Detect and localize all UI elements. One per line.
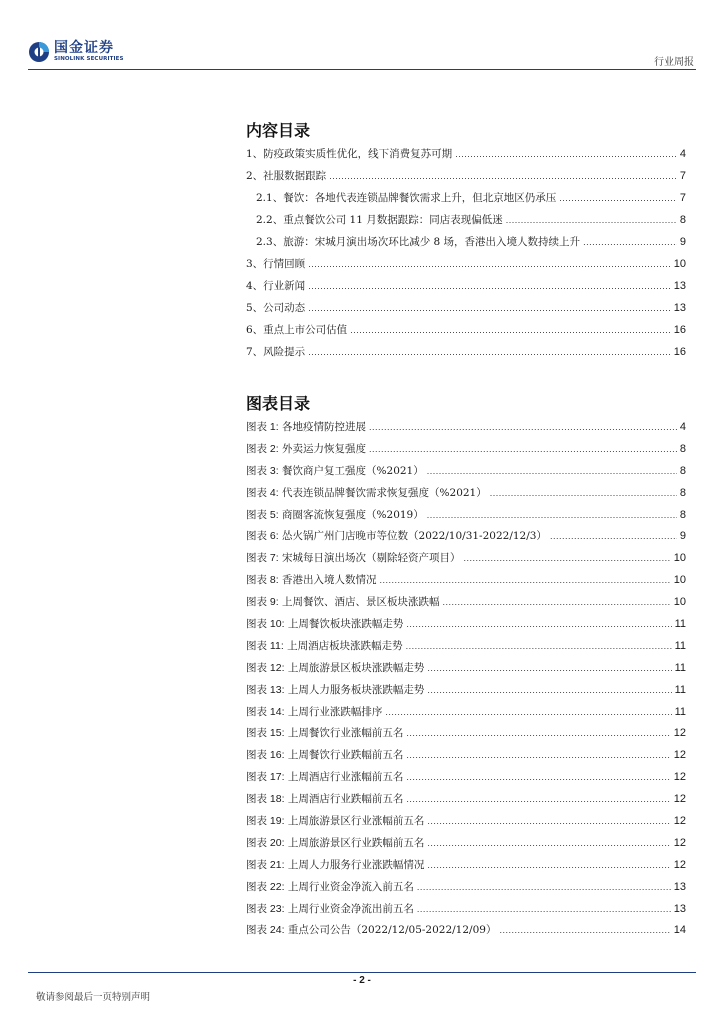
figure-number: 图表 21:: [246, 858, 285, 871]
figure-page: 12: [673, 858, 686, 871]
toc-dot-leader: [369, 444, 677, 454]
figure-label: 上周人力服务板块涨跌幅走势: [287, 683, 425, 696]
toc-subitem[interactable]: [246, 190, 686, 212]
toc-dot-leader: [406, 728, 670, 738]
figure-label: 宋城每日演出场次（剔除轻资产项目）: [282, 552, 461, 565]
toc-dot-leader: [406, 772, 670, 782]
figure-item[interactable]: [246, 682, 686, 704]
figure-item[interactable]: [246, 638, 686, 660]
figure-item[interactable]: [246, 725, 686, 747]
figures-title: 图表目录: [246, 394, 311, 413]
figure-page: 8: [679, 442, 686, 455]
figure-label: 上周餐饮板块涨跌幅走势: [287, 618, 404, 631]
toc-dot-leader: [427, 685, 671, 695]
toc-item-label: 4、行业新闻: [246, 280, 306, 292]
toc-item-page: 13: [673, 280, 686, 292]
figure-item[interactable]: [246, 835, 686, 857]
page-header: [28, 38, 696, 70]
toc-dot-leader: [308, 347, 671, 357]
toc-dot-leader: [427, 816, 670, 826]
figure-number: 图表 11:: [246, 639, 284, 652]
company-logo: [28, 38, 124, 66]
toc-dot-leader: [350, 325, 671, 335]
figure-number: 图表 3:: [246, 464, 279, 477]
figure-page: 12: [673, 771, 686, 784]
toc-dot-leader: [406, 641, 672, 651]
figure-label: 商圈客流恢复强度（%2019）: [282, 508, 424, 521]
toc-dot-leader: [559, 193, 677, 203]
toc-item[interactable]: [246, 146, 686, 168]
toc-dot-leader: [427, 466, 677, 476]
figure-page: 11: [674, 639, 686, 652]
figure-item[interactable]: [246, 813, 686, 835]
logo-english-name: SINOLINK SECURITIES: [54, 56, 124, 62]
figure-page: 8: [679, 486, 686, 499]
figure-label: 上周酒店板块涨跌幅走势: [287, 639, 403, 652]
toc-item-page: 9: [679, 236, 686, 248]
figure-number: 图表 6:: [246, 530, 279, 543]
toc-item-label: 2、社服数据跟踪: [246, 170, 327, 182]
figure-label: 怂火锅广州门店晚市等位数（2022/10/31-2022/12/3）: [282, 530, 547, 543]
toc-item-label: 1、防疫政策实质性优化，线下消费复苏可期: [246, 148, 453, 160]
toc-dot-leader: [406, 794, 670, 804]
figure-page: 11: [674, 618, 686, 631]
toc-item-label: 2.2、重点餐饮公司 11 月数据跟踪：同店表现偏低迷: [256, 214, 503, 226]
figure-number: 图表 10:: [246, 618, 285, 631]
toc-item[interactable]: [246, 256, 686, 278]
toc-item[interactable]: [246, 278, 686, 300]
figure-label: 上周旅游景区行业涨幅前五名: [287, 815, 425, 828]
figure-label: 上周餐饮、酒店、景区板块涨跌幅: [282, 596, 440, 609]
toc-item-page: 8: [679, 214, 686, 226]
figure-number: 图表 22:: [246, 880, 285, 893]
toc-item-page: 4: [679, 148, 686, 160]
figure-item[interactable]: [246, 419, 686, 441]
toc-dot-leader: [455, 149, 677, 159]
figure-page: 8: [679, 464, 686, 477]
toc-item-page: 13: [673, 302, 686, 314]
toc-item-label: 2.3、旅游：宋城月演出场次环比减少 8 场，香港出入境人数持续上升: [256, 236, 581, 248]
figure-item[interactable]: [246, 507, 686, 529]
header-divider: [28, 69, 696, 70]
toc-subitem[interactable]: [246, 212, 686, 234]
figure-label: 上周酒店行业涨幅前五名: [287, 771, 404, 784]
figure-item[interactable]: [246, 857, 686, 879]
figure-item[interactable]: [246, 704, 686, 726]
toc-item[interactable]: [246, 300, 686, 322]
figure-number: 图表 16:: [246, 749, 285, 762]
figure-number: 图表 24:: [246, 924, 285, 937]
figure-label: 外卖运力恢复强度: [282, 442, 367, 455]
page-number: - 2 -: [353, 975, 371, 986]
toc-item[interactable]: [246, 344, 686, 366]
figure-page: 10: [673, 552, 686, 565]
figure-number: 图表 14:: [246, 705, 285, 718]
figure-label: 重点公司公告（2022/12/05-2022/12/09）: [287, 924, 497, 937]
figure-number: 图表 20:: [246, 836, 285, 849]
footer-divider: [28, 972, 696, 973]
toc-item-label: 7、风险提示: [246, 346, 306, 358]
figure-label: 各地疫情防控进展: [282, 421, 367, 433]
report-type: 行业周报: [654, 57, 694, 68]
toc-dot-leader: [583, 237, 677, 247]
figure-label: 上周酒店行业跌幅前五名: [287, 793, 404, 806]
toc-item-page: 16: [673, 324, 686, 336]
figure-page: 8: [679, 508, 686, 521]
figure-label: 上周行业资金净流入前五名: [287, 880, 414, 893]
figure-number: 图表 7:: [246, 552, 279, 565]
figure-label: 上周餐饮行业跌幅前五名: [287, 749, 404, 762]
figure-item[interactable]: [246, 769, 686, 791]
toc-dot-leader: [385, 707, 671, 717]
toc-item-label: 6、重点上市公司估值: [246, 324, 348, 336]
figure-label: 上周行业涨跌幅排序: [287, 705, 383, 718]
toc-item[interactable]: [246, 322, 686, 344]
toc-item-label: 3、行情回顾: [246, 258, 306, 270]
toc-dot-leader: [417, 904, 671, 914]
figure-page: 9: [679, 530, 686, 543]
figure-label: 上周餐饮行业涨幅前五名: [287, 727, 404, 740]
toc-dot-leader: [427, 510, 677, 520]
toc-item-label: 5、公司动态: [246, 302, 306, 314]
toc-item-label: 2.1、餐饮：各地代表连锁品牌餐饮需求上升，但北京地区仍承压: [256, 192, 557, 204]
logo-chinese-name: 国金证券: [54, 40, 114, 56]
toc-dot-leader: [308, 259, 671, 269]
toc-dot-leader: [406, 619, 671, 629]
figure-number: 图表 2:: [246, 442, 279, 455]
figure-label: 上周旅游景区板块涨跌幅走势: [287, 661, 425, 674]
figure-item[interactable]: [246, 879, 686, 901]
figure-item[interactable]: [246, 594, 686, 616]
figure-number: 图表 23:: [246, 902, 285, 915]
figure-page: 11: [674, 683, 686, 696]
toc-item[interactable]: [246, 168, 686, 190]
toc-dot-leader: [369, 422, 677, 432]
figure-number: 图表 5:: [246, 508, 279, 521]
contents-title: 内容目录: [246, 121, 311, 140]
toc-dot-leader: [308, 303, 671, 313]
toc-dot-leader: [427, 663, 671, 673]
figure-number: 图表 9:: [246, 596, 279, 609]
figure-page: 12: [673, 749, 686, 762]
toc-dot-leader: [329, 171, 677, 181]
figure-page: 10: [673, 574, 686, 587]
figure-page: 12: [673, 836, 686, 849]
disclaimer-note: 敬请参阅最后一页特别声明: [36, 992, 151, 1003]
figure-page: 10: [673, 596, 686, 609]
figure-page: 12: [673, 793, 686, 806]
figures-list: [246, 419, 686, 944]
toc-dot-leader: [427, 838, 670, 848]
toc-dot-leader: [417, 882, 671, 892]
figure-item[interactable]: [246, 572, 686, 594]
figure-number: 图表 12:: [246, 661, 285, 674]
toc-dot-leader: [443, 597, 671, 607]
toc-dot-leader: [490, 488, 677, 498]
figure-label: 餐饮商户复工强度（%2021）: [282, 464, 424, 477]
toc-dot-leader: [308, 281, 671, 291]
figure-item[interactable]: [246, 747, 686, 769]
figure-page: 4: [679, 421, 686, 433]
toc-item-page: 7: [679, 170, 686, 182]
figure-number: 图表 4:: [246, 486, 279, 499]
figure-number: 图表 13:: [246, 683, 285, 696]
figure-label: 上周人力服务行业涨跌幅情况: [287, 858, 425, 871]
figure-number: 图表 17:: [246, 771, 285, 784]
figure-label: 香港出入境人数情况: [282, 574, 377, 587]
figure-page: 14: [673, 924, 686, 937]
toc-dot-leader: [499, 925, 670, 935]
figure-item[interactable]: [246, 901, 686, 923]
figure-number: 图表 18:: [246, 793, 285, 806]
figure-page: 11: [674, 705, 686, 718]
figure-page: 13: [673, 880, 686, 893]
figure-item[interactable]: [246, 922, 686, 944]
figure-number: 图表 1:: [246, 421, 279, 433]
figure-item[interactable]: [246, 528, 686, 550]
contents-list: [246, 146, 686, 366]
toc-dot-leader: [427, 860, 670, 870]
toc-item-page: 16: [673, 346, 686, 358]
sinolink-logo-icon: [28, 41, 50, 63]
figure-item[interactable]: [246, 485, 686, 507]
figure-number: 图表 15:: [246, 727, 285, 740]
figure-item[interactable]: [246, 550, 686, 572]
figure-page: 13: [673, 902, 686, 915]
figure-item[interactable]: [246, 660, 686, 682]
toc-item-page: 7: [679, 192, 686, 204]
figure-item[interactable]: [246, 791, 686, 813]
toc-dot-leader: [550, 531, 677, 541]
toc-dot-leader: [406, 750, 670, 760]
figure-label: 上周旅游景区行业跌幅前五名: [287, 836, 425, 849]
figure-page: 11: [674, 661, 686, 674]
toc-dot-leader: [506, 215, 677, 225]
figure-item[interactable]: [246, 463, 686, 485]
figure-page: 12: [673, 815, 686, 828]
figure-page: 12: [673, 727, 686, 740]
toc-item-page: 10: [673, 258, 686, 270]
toc-subitem[interactable]: [246, 234, 686, 256]
figure-label: 上周行业资金净流出前五名: [287, 902, 414, 915]
figure-label: 代表连锁品牌餐饮需求恢复强度（%2021）: [282, 486, 487, 499]
figure-item[interactable]: [246, 441, 686, 463]
figure-number: 图表 19:: [246, 815, 285, 828]
figure-number: 图表 8:: [246, 574, 279, 587]
toc-dot-leader: [464, 553, 671, 563]
figure-item[interactable]: [246, 616, 686, 638]
toc-dot-leader: [380, 575, 671, 585]
